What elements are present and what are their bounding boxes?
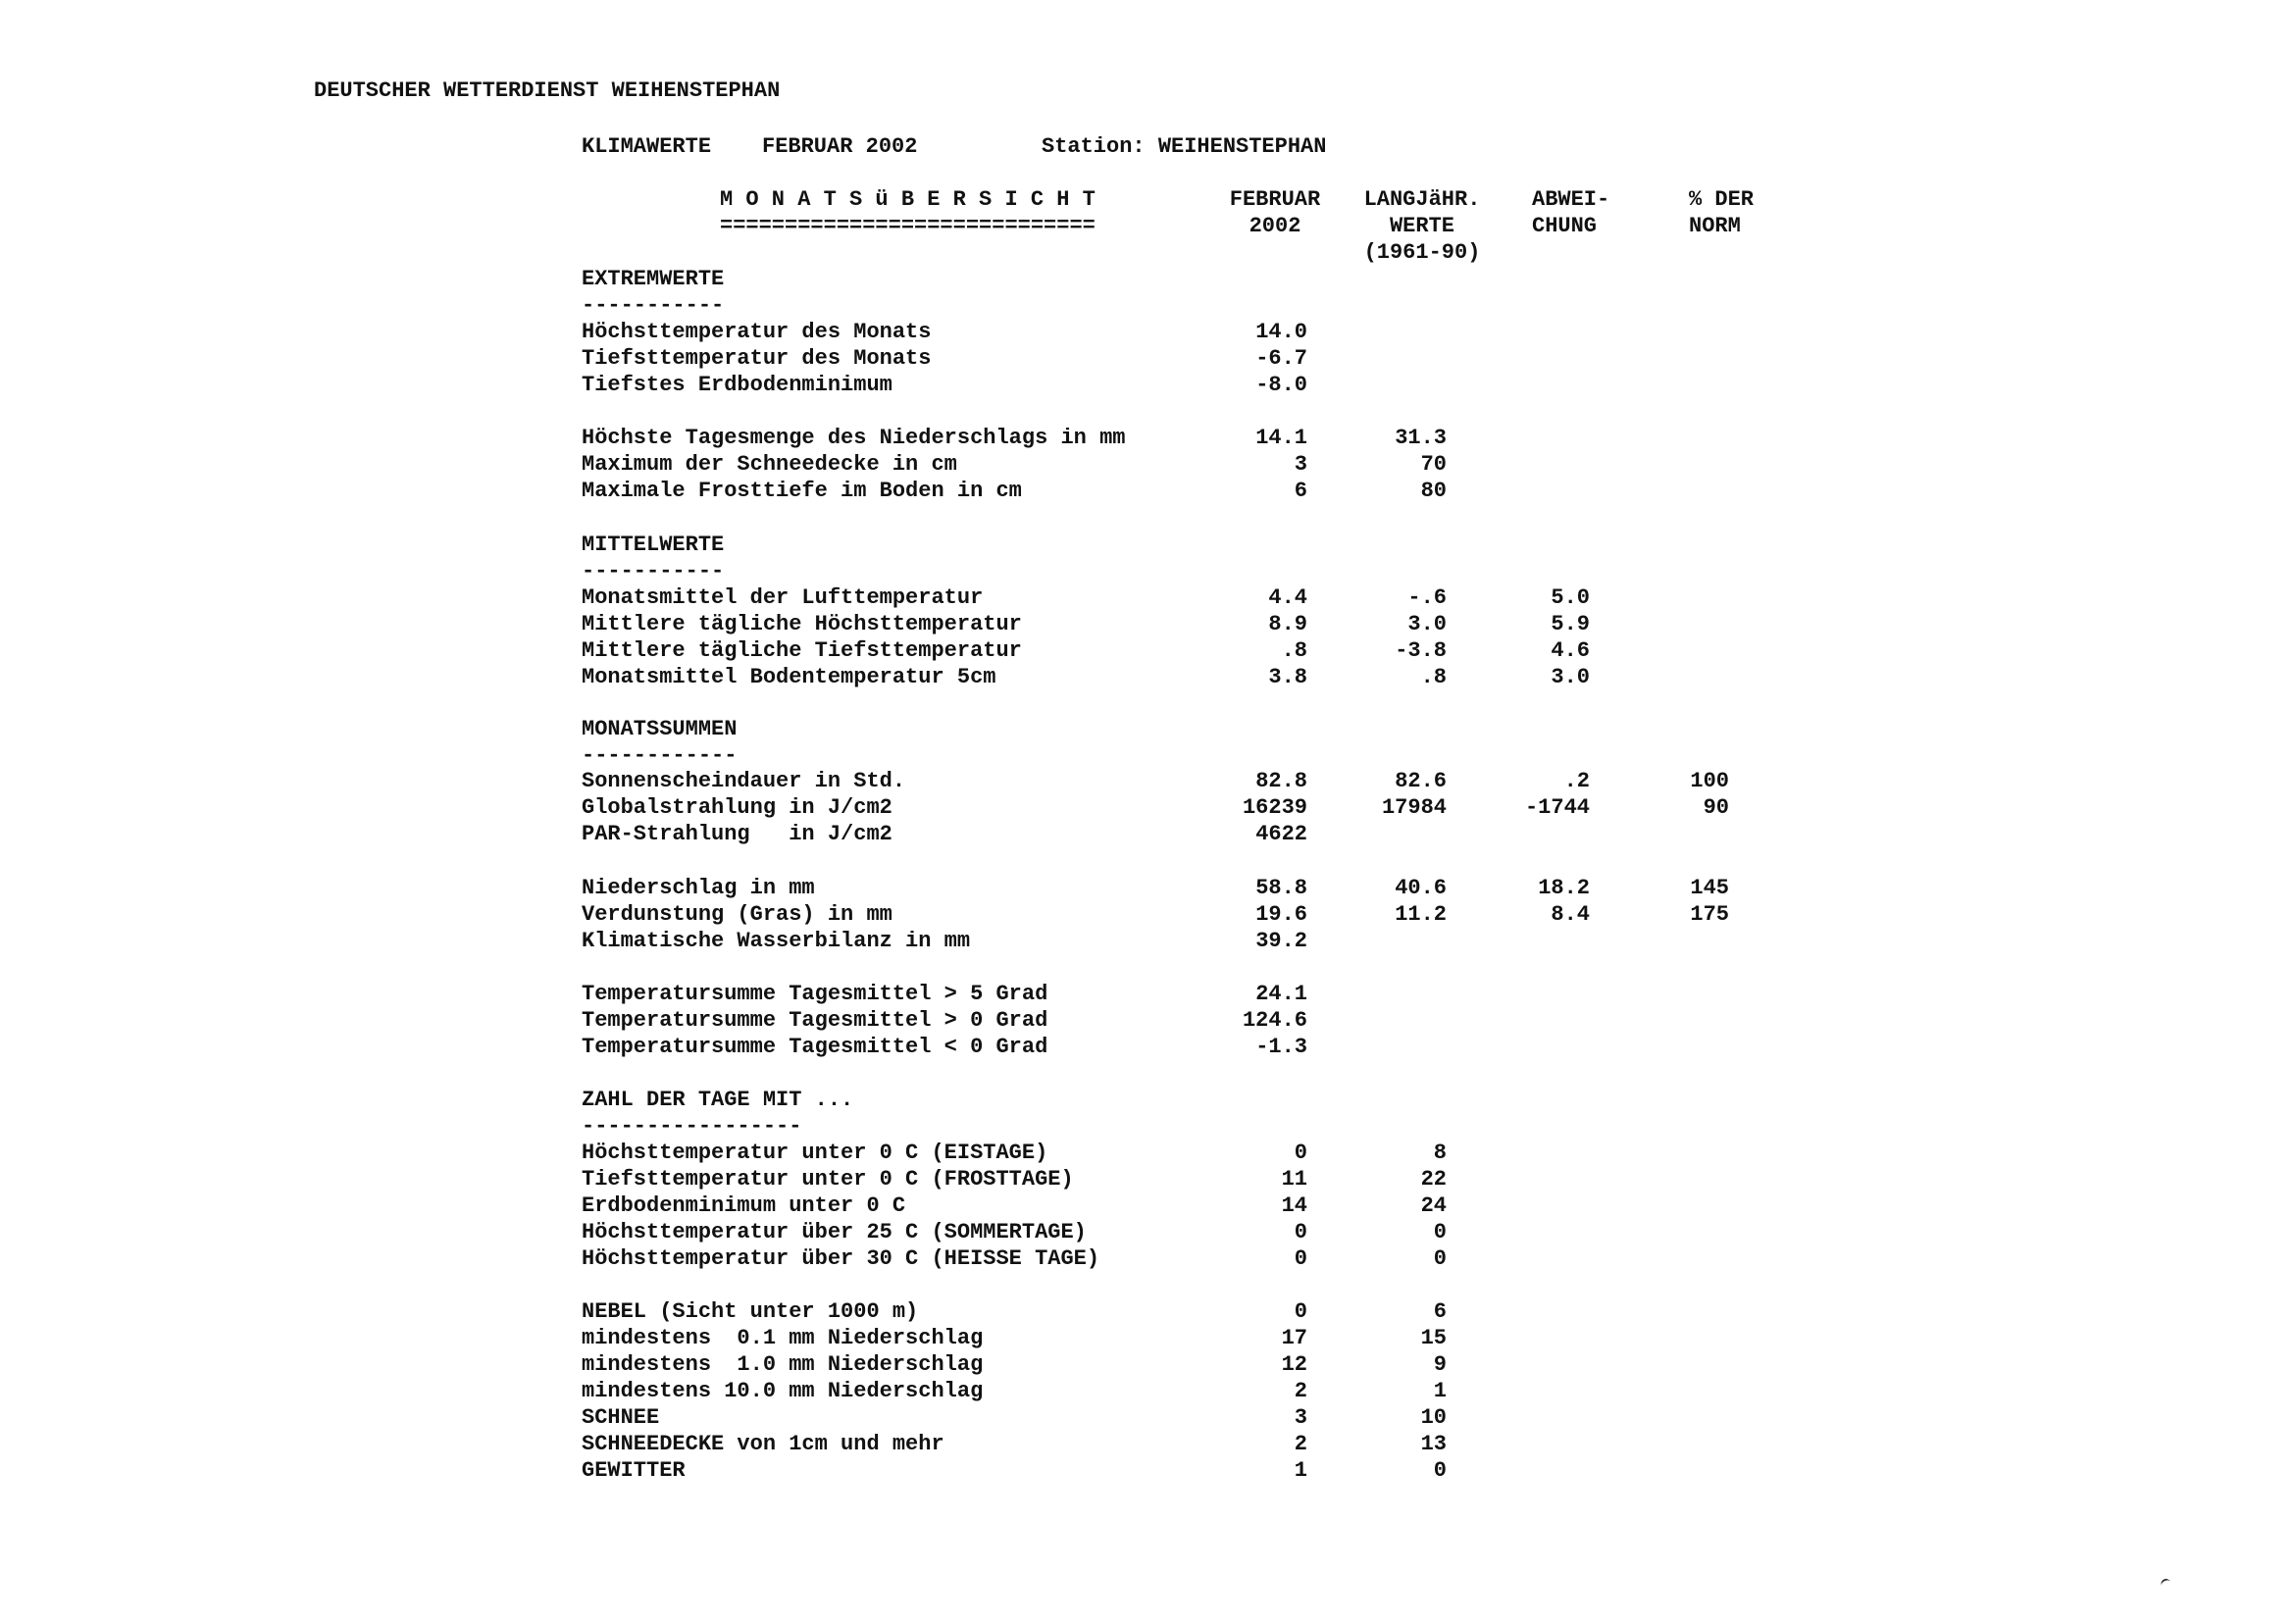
row-label: Höchsttemperatur über 25 C (SOMMERTAGE) [582,1220,1087,1244]
row-label: mindestens 10.0 mm Niederschlag [582,1379,984,1403]
row-value-v2: 0 [1433,1246,1447,1271]
row-value-v1: 58.8 [1255,876,1307,900]
row-label: SCHNEE [582,1405,660,1430]
row-label: Monatsmittel der Lufttemperatur [582,585,984,610]
row-value-v2: 11.2 [1395,902,1447,927]
doc-month: FEBRUAR 2002 [762,134,918,159]
col-header-abweichung: ABWEI- [1532,187,1610,212]
section-underline: ------------ [582,743,738,768]
row-value-v3: 8.4 [1551,902,1590,927]
row-value-v2: 40.6 [1395,876,1447,900]
row-label: Klimatische Wasserbilanz in mm [582,929,971,953]
row-value-v2: 1 [1433,1379,1447,1403]
row-value-v2: 8 [1433,1141,1447,1165]
row-label: SCHNEEDECKE von 1cm und mehr [582,1432,944,1456]
row-value-v1: 3 [1294,1405,1307,1430]
section-title: MONATSSUMMEN [582,717,738,741]
row-value-v2: 17984 [1381,795,1447,820]
row-value-v1: 82.8 [1255,769,1307,793]
col-header-prozent: % DER [1689,187,1755,212]
row-label: Temperatursumme Tagesmittel > 5 Grad [582,982,1048,1006]
org-title: DEUTSCHER WETTERDIENST WEIHENSTEPHAN [314,78,781,103]
row-value-v1: -6.7 [1255,346,1307,371]
row-value-v1: 6 [1294,479,1307,503]
row-label: GEWITTER [582,1458,686,1483]
row-label: Tiefsttemperatur unter 0 C (FROSTTAGE) [582,1167,1074,1192]
row-label: Niederschlag in mm [582,876,815,900]
row-value-v1: 4.4 [1268,585,1307,610]
col-header-langjaehr: LANGJäHR. [1363,187,1481,212]
row-value-v1: 17 [1281,1326,1307,1350]
overview-title: M O N A T S ü B E R S I C H T [720,187,1096,212]
section-underline: ----------- [582,293,725,318]
row-value-v1: -1.3 [1255,1035,1307,1059]
row-value-v2: 13 [1420,1432,1447,1456]
col-header-norm: NORM [1689,214,1741,238]
row-value-v2: 3.0 [1407,612,1447,636]
section-underline: ----------- [582,559,725,584]
row-label: Monatsmittel Bodentemperatur 5cm [582,665,996,689]
row-value-v2: 9 [1433,1352,1447,1377]
row-label: Mittlere tägliche Tiefsttemperatur [582,638,1022,663]
section-title: EXTREMWERTE [582,267,725,291]
section-underline: ----------------- [582,1114,802,1139]
row-value-v2: -3.8 [1395,638,1447,663]
row-value-v3: 4.6 [1551,638,1590,663]
row-value-v1: .8 [1281,638,1307,663]
doc-station: Station: WEIHENSTEPHAN [1042,134,1327,159]
row-value-v4: 145 [1690,876,1729,900]
row-value-v1: 12 [1281,1352,1307,1377]
row-value-v1: 0 [1294,1220,1307,1244]
row-value-v1: 16239 [1242,795,1307,820]
row-value-v1: 24.1 [1255,982,1307,1006]
row-value-v2: 82.6 [1395,769,1447,793]
section-title: MITTELWERTE [582,533,725,557]
row-value-v1: 124.6 [1242,1008,1307,1033]
row-value-v2: 24 [1420,1193,1447,1218]
row-label: Maximum der Schneedecke in cm [582,452,957,477]
row-value-v2: 0 [1433,1458,1447,1483]
row-value-v1: 19.6 [1255,902,1307,927]
row-value-v4: 175 [1690,902,1729,927]
row-value-v2: 70 [1420,452,1447,477]
row-value-v3: 18.2 [1538,876,1590,900]
row-label: Maximale Frosttiefe im Boden in cm [582,479,1022,503]
row-label: Mittlere tägliche Höchsttemperatur [582,612,1022,636]
row-value-v3: .2 [1563,769,1590,793]
row-value-v1: 8.9 [1268,612,1307,636]
row-label: Tiefstes Erdbodenminimum [582,373,892,397]
row-value-v2: 22 [1420,1167,1447,1192]
row-value-v2: 0 [1433,1220,1447,1244]
row-label: Verdunstung (Gras) in mm [582,902,892,927]
corner-mark [2160,1577,2171,1588]
col-header-chung: CHUNG [1532,214,1598,238]
row-value-v1: -8.0 [1255,373,1307,397]
row-value-v2: -.6 [1407,585,1447,610]
row-label: Sonnenscheindauer in Std. [582,769,906,793]
row-value-v1: 0 [1294,1246,1307,1271]
row-value-v3: 5.0 [1551,585,1590,610]
col-header-februar: FEBRUAR [1229,187,1321,212]
row-label: Erdbodenminimum unter 0 C [582,1193,906,1218]
row-label: Globalstrahlung in J/cm2 [582,795,892,820]
col-header-year: 2002 [1249,214,1301,238]
row-label: Tiefsttemperatur des Monats [582,346,932,371]
section-title: ZAHL DER TAGE MIT ... [582,1088,854,1112]
row-value-v1: 2 [1294,1432,1307,1456]
row-label: Höchste Tagesmenge des Niederschlags in mm [582,426,1126,450]
row-label: PAR-Strahlung in J/cm2 [582,822,892,846]
row-label: mindestens 0.1 mm Niederschlag [582,1326,984,1350]
row-value-v2: 31.3 [1395,426,1447,450]
row-label: Temperatursumme Tagesmittel < 0 Grad [582,1035,1048,1059]
row-label: Temperatursumme Tagesmittel > 0 Grad [582,1008,1048,1033]
col-header-werte: WERTE [1389,214,1454,238]
row-value-v1: 2 [1294,1379,1307,1403]
row-value-v2: 15 [1420,1326,1447,1350]
row-value-v3: 5.9 [1551,612,1590,636]
row-value-v3: -1744 [1524,795,1590,820]
col-header-period: (1961-90) [1363,240,1481,265]
row-value-v2: 6 [1433,1299,1447,1324]
row-value-v1: 11 [1281,1167,1307,1192]
row-value-v1: 0 [1294,1299,1307,1324]
row-label: mindestens 1.0 mm Niederschlag [582,1352,984,1377]
row-value-v1: 14 [1281,1193,1307,1218]
doc-klimawerte: KLIMAWERTE [582,134,712,159]
row-value-v2: 80 [1420,479,1447,503]
overview-underline: ============================= [720,214,1096,238]
row-label: Höchsttemperatur des Monats [582,320,932,344]
row-value-v1: 39.2 [1255,929,1307,953]
row-value-v1: 3 [1294,452,1307,477]
row-value-v1: 14.1 [1255,426,1307,450]
row-value-v2: 10 [1420,1405,1447,1430]
row-label: Höchsttemperatur über 30 C (HEISSE TAGE) [582,1246,1100,1271]
row-value-v4: 90 [1703,795,1729,820]
row-value-v1: 14.0 [1255,320,1307,344]
row-label: Höchsttemperatur unter 0 C (EISTAGE) [582,1141,1048,1165]
row-value-v3: 3.0 [1551,665,1590,689]
row-value-v1: 0 [1294,1141,1307,1165]
row-value-v1: 4622 [1255,822,1307,846]
row-value-v4: 100 [1690,769,1729,793]
row-value-v2: .8 [1420,665,1447,689]
row-value-v1: 3.8 [1268,665,1307,689]
row-label: NEBEL (Sicht unter 1000 m) [582,1299,919,1324]
row-value-v1: 1 [1294,1458,1307,1483]
